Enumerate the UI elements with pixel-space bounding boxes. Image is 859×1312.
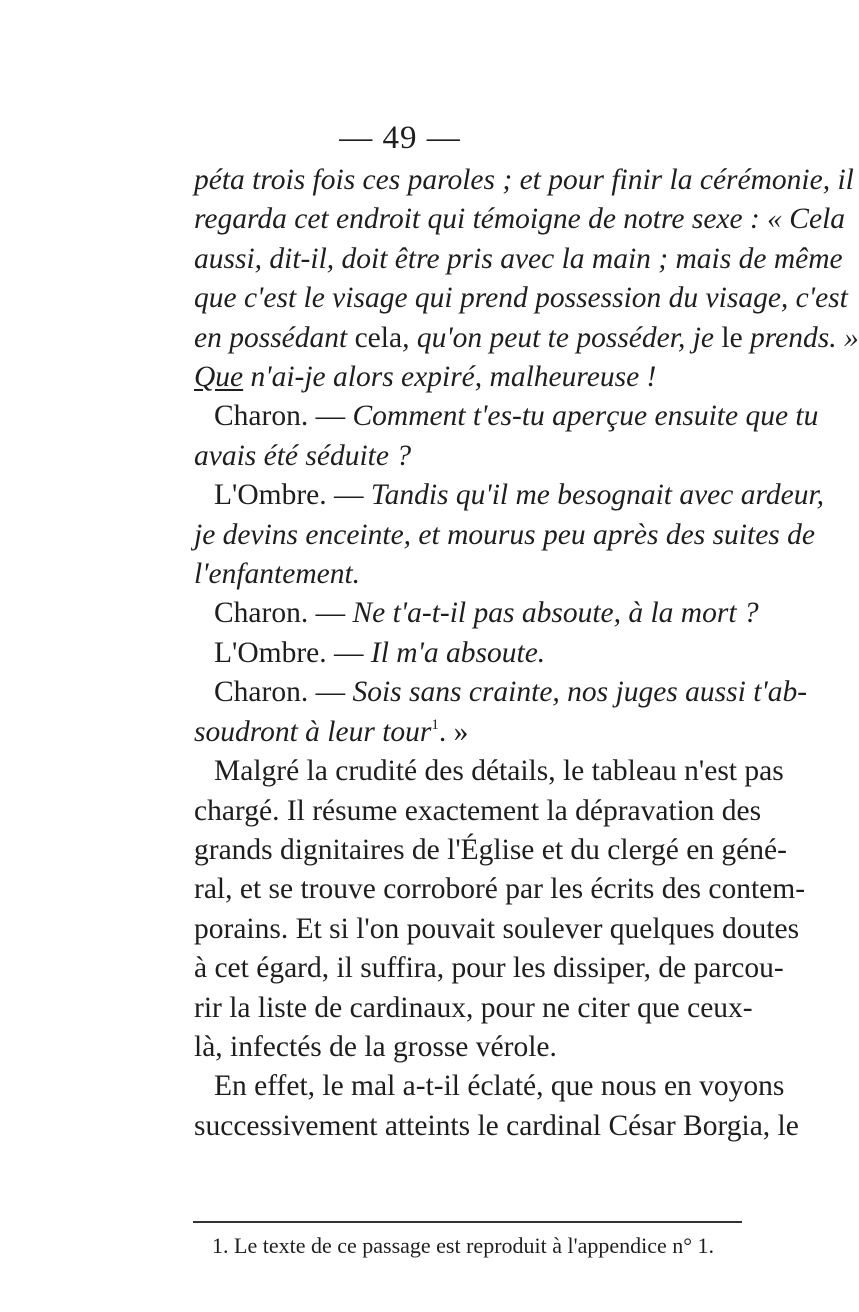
text-line: porains. Et si l'on pouvait soulever quelques doutes <box>194 912 800 945</box>
text-line: Charon. — Comment t'es-tu aperçue ensuite que tu <box>214 400 819 433</box>
text-line: regarda cet endroit qui témoigne de notre sexe : « Cela <box>194 203 846 236</box>
text-line: soudront à leur tour$^1$. » <box>194 715 469 748</box>
text-line: L'Ombre. — Il m'a absoute. <box>214 636 546 669</box>
text-line: l'enfantement. <box>194 558 361 591</box>
text-line: chargé. Il résume exactement la dépravation des <box>194 794 762 827</box>
text-line: aussi, dit-il, doit être pris avec la main ; mais de même <box>194 242 843 275</box>
body-text <box>194 161 859 1146</box>
page-number: — 49 — <box>339 120 461 156</box>
text-line: je devins enceinte, et mourus peu après des suites de <box>194 518 815 551</box>
text-line: En effet, le mal a-t-il éclaté, que nous en voyons <box>214 1070 785 1103</box>
text-line: Que n'ai-je alors expiré, malheureuse ! <box>194 361 657 394</box>
text-line: péta trois fois ces paroles ; et pour finir la cérémonie, il <box>194 164 854 196</box>
text-line: successivement atteints le cardinal César Borgia, le <box>194 1109 799 1142</box>
text-line: à cet égard, il suffira, pour les dissiper, de parcou- <box>194 952 784 985</box>
text-line: Charon. — Sois sans crainte, nos juges aussi t'ab- <box>214 676 808 709</box>
text-line: grands dignitaires de l'Église et du clergé en géné- <box>194 833 787 866</box>
text-line: rir la liste de cardinaux, pour ne citer que ceux- <box>194 991 753 1024</box>
footnote-divider <box>193 1221 742 1223</box>
text-line: en possédant cela, qu'on peut te posséder, je le prends. » <box>194 321 859 354</box>
text-line: que c'est le visage qui prend possession du visage, c'est <box>194 282 848 315</box>
text-line: ral, et se trouve corroboré par les écrits des contem- <box>194 873 806 906</box>
text-line: L'Ombre. — Tandis qu'il me besognait avec ardeur, <box>214 479 825 512</box>
text-line: avais été séduite ? <box>194 439 412 472</box>
text-line: Malgré la crudité des détails, le tableau n'est pas <box>214 755 784 788</box>
footnote: 1. Le texte de ce passage est reproduit à l'appendice n° 1. <box>212 1233 715 1258</box>
text-line: là, infectés de la grosse vérole. <box>194 1030 557 1063</box>
footnote-marker: 1 <box>431 716 439 733</box>
text-line: Charon. — Ne t'a-t-il pas absoute, à la mort ? <box>214 597 759 630</box>
